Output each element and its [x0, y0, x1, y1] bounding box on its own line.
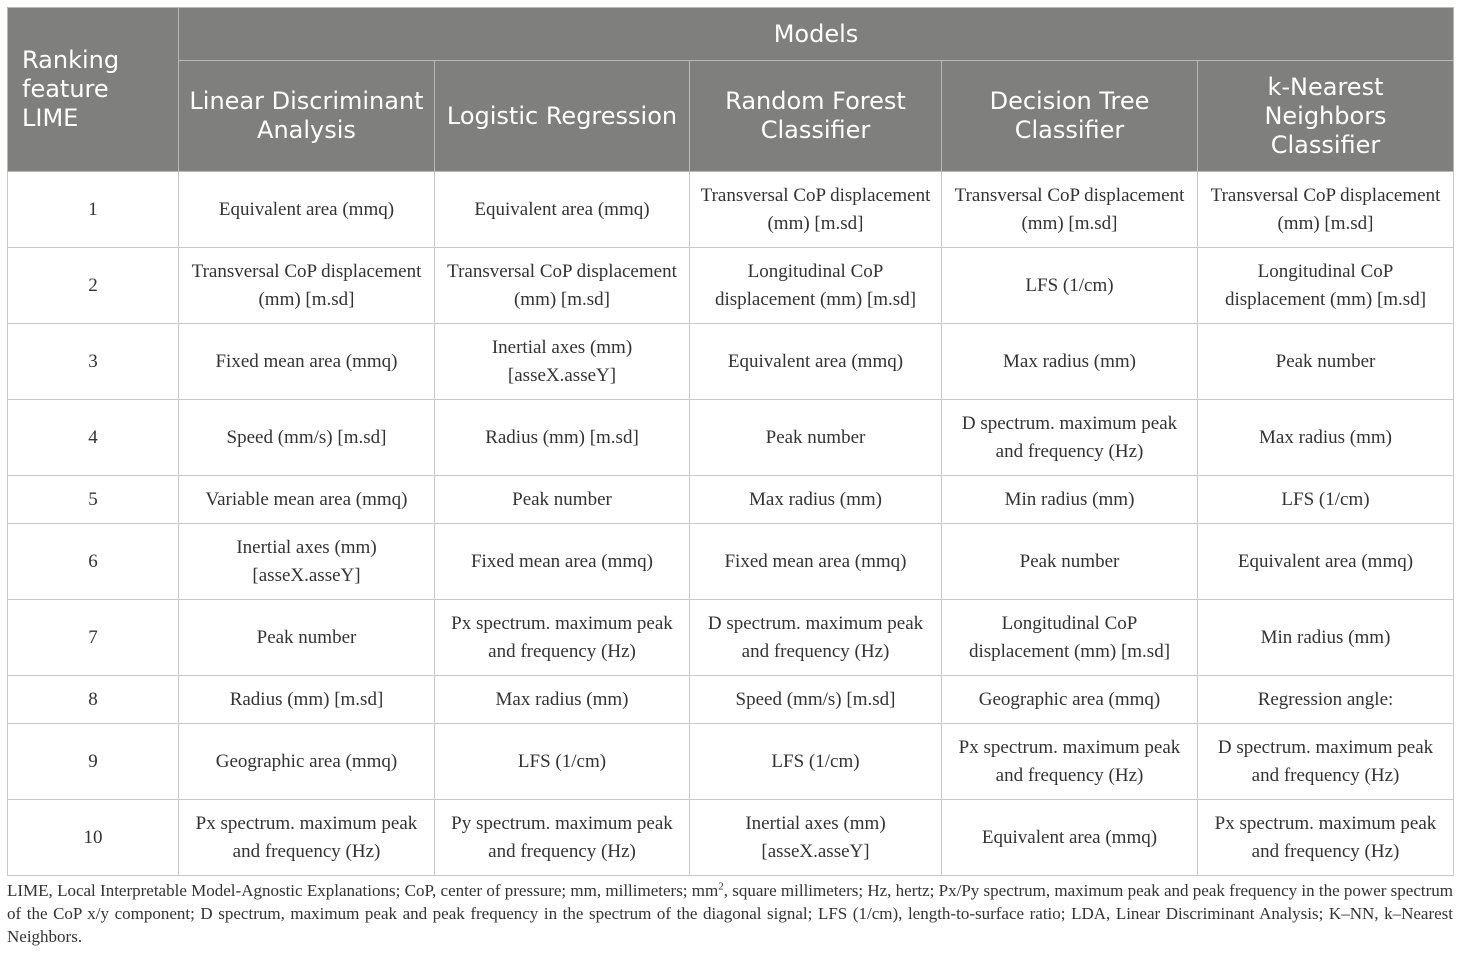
feature-cell: Radius (mm) [m.sd]: [179, 676, 435, 724]
feature-cell: Max radius (mm): [942, 324, 1198, 400]
model-header: Decision Tree Classifier: [942, 61, 1198, 172]
feature-cell: Transversal CoP displacement (mm) [m.sd]: [179, 248, 435, 324]
feature-cell: LFS (1/cm): [435, 724, 690, 800]
feature-cell: Peak number: [435, 476, 690, 524]
model-header: k-Nearest Neighbors Classifier: [1198, 61, 1454, 172]
feature-cell: Fixed mean area (mmq): [690, 524, 942, 600]
table-container: [7, 7, 1453, 876]
feature-cell: Fixed mean area (mmq): [179, 324, 435, 400]
model-header: Linear Discriminant Analysis: [179, 61, 435, 172]
model-header-row: [8, 61, 1454, 172]
feature-cell: LFS (1/cm): [942, 248, 1198, 324]
rank-cell: 3: [8, 324, 179, 400]
footnote-text-part2: , square millimeters; Hz, hertz; Px/Py spectrum, maximum peak and peak frequency in the power spectrum of the CoP x/y component; D spectrum, maximum peak and peak frequency in the spectrum of the diagonal signal; LFS (1/cm), length-to-surface ratio; LDA, Linear Discriminant Analysis; K–NN, k–Nearest Neighbors.: [7, 881, 1453, 946]
feature-cell: LFS (1/cm): [1198, 476, 1454, 524]
ranking-feature-header: Ranking feature LIME: [8, 8, 179, 172]
feature-cell: Peak number: [1198, 324, 1454, 400]
rank-cell: 10: [8, 800, 179, 876]
table-row: [8, 476, 1454, 524]
feature-cell: Transversal CoP displacement (mm) [m.sd]: [690, 172, 942, 248]
feature-cell: Px spectrum. maximum peak and frequency (Hz): [179, 800, 435, 876]
feature-cell: Regression angle:: [1198, 676, 1454, 724]
feature-cell: Equivalent area (mmq): [435, 172, 690, 248]
feature-cell: Px spectrum. maximum peak and frequency (Hz): [1198, 800, 1454, 876]
feature-cell: Py spectrum. maximum peak and frequency (Hz): [435, 800, 690, 876]
feature-cell: D spectrum. maximum peak and frequency (Hz): [1198, 724, 1454, 800]
feature-cell: Inertial axes (mm) [asseX.asseY]: [179, 524, 435, 600]
feature-cell: Speed (mm/s) [m.sd]: [179, 400, 435, 476]
feature-cell: Equivalent area (mmq): [1198, 524, 1454, 600]
table-header: [8, 8, 1454, 172]
feature-cell: Transversal CoP displacement (mm) [m.sd]: [1198, 172, 1454, 248]
feature-cell: Inertial axes (mm) [asseX.asseY]: [690, 800, 942, 876]
feature-cell: D spectrum. maximum peak and frequency (Hz): [942, 400, 1198, 476]
feature-cell: Inertial axes (mm) [asseX.asseY]: [435, 324, 690, 400]
feature-cell: Geographic area (mmq): [179, 724, 435, 800]
rank-cell: 2: [8, 248, 179, 324]
table-row: [8, 676, 1454, 724]
rank-cell: 9: [8, 724, 179, 800]
feature-cell: Max radius (mm): [435, 676, 690, 724]
feature-cell: Min radius (mm): [1198, 600, 1454, 676]
feature-cell: Geographic area (mmq): [942, 676, 1198, 724]
rank-cell: 4: [8, 400, 179, 476]
rank-cell: 8: [8, 676, 179, 724]
feature-cell: Px spectrum. maximum peak and frequency (Hz): [942, 724, 1198, 800]
lime-ranking-table: [7, 7, 1454, 876]
feature-cell: Min radius (mm): [942, 476, 1198, 524]
footnote-text-part1: LIME, Local Interpretable Model-Agnostic Explanations; CoP, center of pressure; mm, millimeters; mm: [7, 881, 719, 900]
feature-cell: D spectrum. maximum peak and frequency (Hz): [690, 600, 942, 676]
table-row: [8, 324, 1454, 400]
table-row: [8, 800, 1454, 876]
table-row: [8, 400, 1454, 476]
feature-cell: Radius (mm) [m.sd]: [435, 400, 690, 476]
feature-cell: Longitudinal CoP displacement (mm) [m.sd]: [690, 248, 942, 324]
feature-cell: Max radius (mm): [690, 476, 942, 524]
table-row: [8, 248, 1454, 324]
rank-cell: 6: [8, 524, 179, 600]
table-body: [8, 172, 1454, 876]
table-row: [8, 172, 1454, 248]
feature-cell: Longitudinal CoP displacement (mm) [m.sd]: [1198, 248, 1454, 324]
table-row: [8, 724, 1454, 800]
feature-cell: Peak number: [179, 600, 435, 676]
rank-cell: 7: [8, 600, 179, 676]
rank-cell: 1: [8, 172, 179, 248]
feature-cell: Longitudinal CoP displacement (mm) [m.sd]: [942, 600, 1198, 676]
feature-cell: Speed (mm/s) [m.sd]: [690, 676, 942, 724]
feature-cell: Fixed mean area (mmq): [435, 524, 690, 600]
table-row: [8, 600, 1454, 676]
feature-cell: Peak number: [690, 400, 942, 476]
feature-cell: Max radius (mm): [1198, 400, 1454, 476]
feature-cell: Transversal CoP displacement (mm) [m.sd]: [435, 248, 690, 324]
footnote-superscript: 2: [718, 880, 724, 893]
table-footnote: [7, 879, 1453, 948]
feature-cell: Equivalent area (mmq): [942, 800, 1198, 876]
feature-cell: Px spectrum. maximum peak and frequency (Hz): [435, 600, 690, 676]
model-header: Logistic Regression: [435, 61, 690, 172]
rank-cell: 5: [8, 476, 179, 524]
feature-cell: LFS (1/cm): [690, 724, 942, 800]
feature-cell: Peak number: [942, 524, 1198, 600]
models-group-header: Models: [179, 8, 1454, 61]
feature-cell: Equivalent area (mmq): [179, 172, 435, 248]
model-header: Random Forest Classifier: [690, 61, 942, 172]
feature-cell: Variable mean area (mmq): [179, 476, 435, 524]
feature-cell: Equivalent area (mmq): [690, 324, 942, 400]
table-row: [8, 524, 1454, 600]
feature-cell: Transversal CoP displacement (mm) [m.sd]: [942, 172, 1198, 248]
